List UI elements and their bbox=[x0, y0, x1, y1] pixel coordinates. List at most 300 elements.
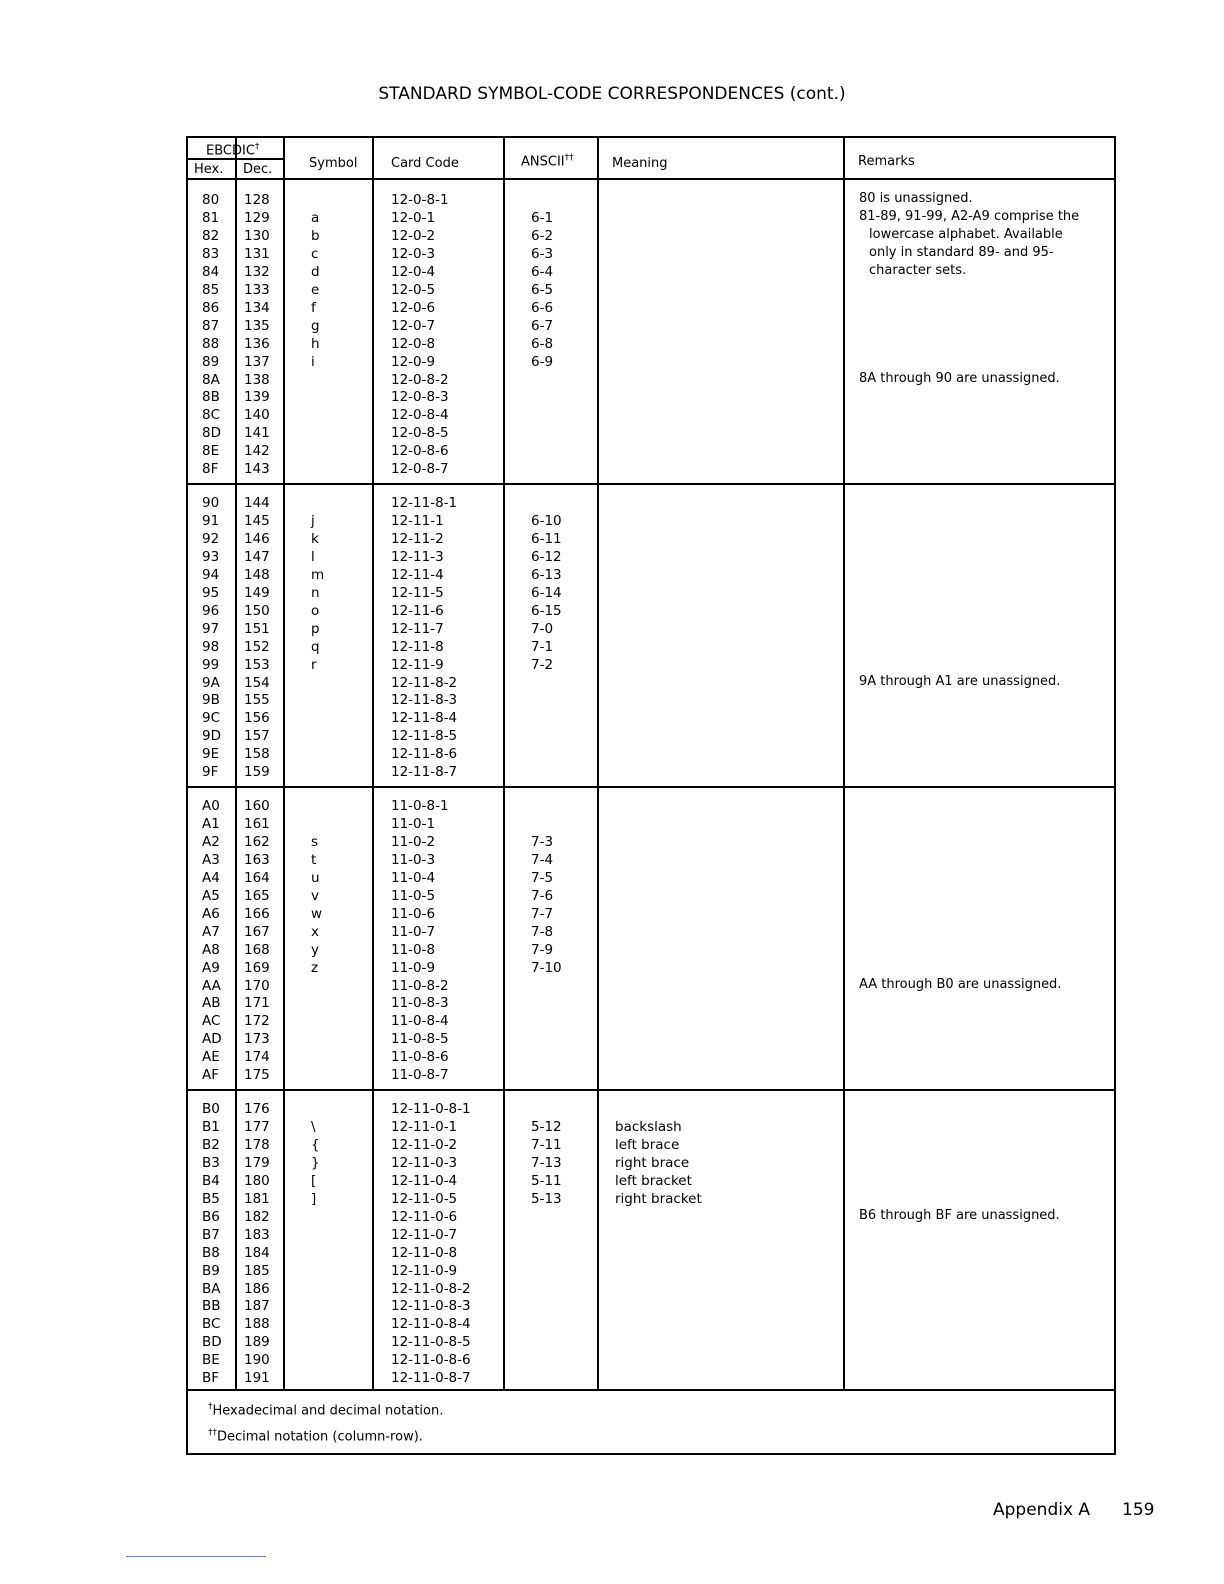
cell-dec: 156 bbox=[244, 710, 270, 727]
remark-text: 8A through 90 are unassigned. bbox=[859, 370, 1060, 386]
cell-hex: B1 bbox=[202, 1118, 220, 1135]
cell-card-code: 11-0-5 bbox=[391, 887, 436, 904]
cell-dec: 128 bbox=[244, 192, 270, 208]
remark-text: lowercase alphabet. Available bbox=[869, 226, 1063, 242]
cell-symbol: \ bbox=[311, 1118, 316, 1135]
cell-dec: 164 bbox=[244, 869, 270, 886]
cell-hex: AB bbox=[202, 995, 221, 1012]
cell-hex: B4 bbox=[202, 1172, 220, 1189]
cell-anscii: 6-1 bbox=[531, 209, 554, 226]
cell-dec: 183 bbox=[244, 1226, 270, 1243]
footnote-1 bbox=[208, 1402, 443, 1418]
cell-dec: 190 bbox=[244, 1352, 270, 1369]
cell-card-code: 12-11-8-1 bbox=[391, 495, 458, 511]
cell-card-code: 12-11-0-9 bbox=[391, 1262, 458, 1279]
cell-hex: 97 bbox=[202, 620, 220, 637]
cell-card-code: 11-0-6 bbox=[391, 905, 436, 922]
page-edge-line bbox=[126, 1556, 266, 1557]
cell-symbol: ] bbox=[311, 1190, 317, 1207]
cell-card-code: 12-11-9 bbox=[391, 656, 444, 673]
cell-dec: 167 bbox=[244, 923, 270, 940]
cell-card-code: 12-11-8 bbox=[391, 638, 444, 655]
cell-anscii: 5-13 bbox=[531, 1190, 562, 1207]
cell-symbol: u bbox=[311, 869, 320, 886]
cell-card-code: 12-11-5 bbox=[391, 584, 444, 601]
cell-card-code: 12-11-8-5 bbox=[391, 728, 458, 745]
column-rule-anscii-meaning bbox=[597, 138, 599, 1389]
cell-dec: 138 bbox=[244, 371, 270, 388]
cell-symbol: y bbox=[311, 941, 319, 958]
cell-dec: 158 bbox=[244, 746, 270, 763]
cell-symbol: { bbox=[311, 1136, 320, 1153]
cell-card-code: 12-11-2 bbox=[391, 530, 444, 547]
cell-card-code: 12-11-0-2 bbox=[391, 1136, 458, 1153]
cell-dec: 189 bbox=[244, 1334, 270, 1351]
cell-card-code: 12-0-6 bbox=[391, 299, 436, 316]
cell-dec: 152 bbox=[244, 638, 270, 655]
cell-dec: 174 bbox=[244, 1049, 270, 1066]
cell-dec: 155 bbox=[244, 692, 270, 709]
cell-card-code: 11-0-9 bbox=[391, 959, 436, 976]
cell-hex: A2 bbox=[202, 833, 220, 850]
cell-card-code: 11-0-8-3 bbox=[391, 995, 449, 1012]
cell-card-code: 11-0-3 bbox=[391, 851, 436, 868]
page-title: STANDARD SYMBOL-CODE CORRESPONDENCES (cont.) bbox=[378, 84, 846, 104]
cell-symbol: [ bbox=[311, 1172, 317, 1189]
cell-card-code: 12-0-8-5 bbox=[391, 425, 449, 442]
cell-card-code: 12-11-6 bbox=[391, 602, 444, 619]
cell-meaning: right brace bbox=[615, 1154, 690, 1171]
cell-card-code: 12-0-9 bbox=[391, 353, 436, 370]
remark-text: 81-89, 91-99, A2-A9 comprise the bbox=[859, 208, 1080, 224]
header-anscii-mark: †† bbox=[564, 153, 574, 163]
cell-hex: 88 bbox=[202, 335, 220, 352]
cell-hex: 90 bbox=[202, 495, 220, 511]
header-ebcdic-mark: † bbox=[254, 142, 260, 152]
cell-dec: 153 bbox=[244, 656, 270, 673]
cell-anscii: 7-5 bbox=[531, 869, 554, 886]
cell-card-code: 12-11-0-8-4 bbox=[391, 1316, 471, 1333]
footer-section-label: Appendix A bbox=[993, 1500, 1091, 1520]
cell-meaning: right bracket bbox=[615, 1190, 702, 1207]
cell-symbol: p bbox=[311, 620, 320, 637]
cell-anscii: 6-8 bbox=[531, 335, 554, 352]
cell-symbol: j bbox=[311, 512, 315, 529]
cell-dec: 191 bbox=[244, 1370, 270, 1387]
cell-dec: 180 bbox=[244, 1172, 270, 1189]
cell-hex: B8 bbox=[202, 1244, 220, 1261]
cell-anscii: 7-13 bbox=[531, 1154, 562, 1171]
cell-anscii: 6-11 bbox=[531, 530, 562, 547]
cell-hex: B0 bbox=[202, 1101, 220, 1117]
cell-hex: 85 bbox=[202, 281, 220, 298]
cell-dec: 159 bbox=[244, 764, 270, 781]
cell-dec: 185 bbox=[244, 1262, 270, 1279]
cell-symbol: t bbox=[311, 851, 317, 868]
header-ebcdic-label: EBCDIC bbox=[206, 143, 255, 159]
cell-symbol: v bbox=[311, 887, 319, 904]
cell-hex: BC bbox=[202, 1316, 221, 1333]
cell-hex: BA bbox=[202, 1280, 221, 1297]
header-divider bbox=[188, 178, 1114, 180]
cell-card-code: 12-11-8-4 bbox=[391, 710, 458, 727]
cell-hex: 91 bbox=[202, 512, 220, 529]
cell-symbol: f bbox=[311, 299, 316, 316]
cell-hex: 98 bbox=[202, 638, 220, 655]
cell-card-code: 12-0-1 bbox=[391, 209, 436, 226]
cell-dec: 154 bbox=[244, 674, 270, 691]
cell-hex: 9E bbox=[202, 746, 220, 763]
cell-hex: A6 bbox=[202, 905, 220, 922]
cell-hex: A9 bbox=[202, 959, 220, 976]
cell-anscii: 7-7 bbox=[531, 905, 554, 922]
cell-dec: 188 bbox=[244, 1316, 270, 1333]
cell-card-code: 12-0-5 bbox=[391, 281, 436, 298]
cell-symbol: o bbox=[311, 602, 320, 619]
header-ebcdic bbox=[206, 142, 259, 158]
cell-dec: 132 bbox=[244, 263, 270, 280]
cell-anscii: 6-12 bbox=[531, 548, 562, 565]
cell-dec: 142 bbox=[244, 443, 270, 460]
cell-dec: 175 bbox=[244, 1067, 270, 1084]
cell-hex: A1 bbox=[202, 815, 220, 832]
cell-hex: 89 bbox=[202, 353, 220, 370]
footnote-1-text: Hexadecimal and decimal notation. bbox=[212, 1403, 444, 1419]
cell-anscii: 6-4 bbox=[531, 263, 554, 280]
cell-card-code: 12-0-3 bbox=[391, 245, 436, 262]
cell-hex: 8E bbox=[202, 443, 220, 460]
cell-card-code: 11-0-8-4 bbox=[391, 1013, 449, 1030]
cell-symbol: e bbox=[311, 281, 320, 298]
cell-symbol: b bbox=[311, 227, 320, 244]
footer-page-number: 159 bbox=[1122, 1500, 1155, 1520]
cell-hex: 92 bbox=[202, 530, 220, 547]
header-symbol: Symbol bbox=[309, 156, 358, 171]
cell-anscii: 7-11 bbox=[531, 1136, 562, 1153]
cell-hex: 80 bbox=[202, 192, 220, 208]
cell-dec: 141 bbox=[244, 425, 270, 442]
header-card-code: Card Code bbox=[391, 156, 459, 171]
cell-dec: 163 bbox=[244, 851, 270, 868]
cell-dec: 144 bbox=[244, 495, 270, 511]
cell-hex: 8F bbox=[202, 461, 219, 478]
header-dec: Dec. bbox=[243, 162, 273, 177]
cell-dec: 162 bbox=[244, 833, 270, 850]
cell-hex: BF bbox=[202, 1370, 220, 1387]
cell-dec: 172 bbox=[244, 1013, 270, 1030]
cell-dec: 160 bbox=[244, 798, 270, 814]
cell-dec: 168 bbox=[244, 941, 270, 958]
cell-anscii: 7-0 bbox=[531, 620, 554, 637]
cell-hex: 82 bbox=[202, 227, 220, 244]
cell-anscii: 6-13 bbox=[531, 566, 562, 583]
cell-anscii: 6-6 bbox=[531, 299, 554, 316]
footnote-2 bbox=[208, 1428, 423, 1444]
cell-symbol: z bbox=[311, 959, 319, 976]
cell-dec: 177 bbox=[244, 1118, 270, 1135]
cell-anscii: 7-1 bbox=[531, 638, 554, 655]
cell-hex: 96 bbox=[202, 602, 220, 619]
symbol-code-table bbox=[186, 136, 1116, 1455]
cell-symbol: l bbox=[311, 548, 315, 565]
cell-anscii: 6-9 bbox=[531, 353, 554, 370]
column-rule-card-anscii bbox=[503, 138, 505, 1389]
column-rule-symbol-card bbox=[372, 138, 374, 1389]
cell-dec: 170 bbox=[244, 977, 270, 994]
cell-card-code: 12-0-4 bbox=[391, 263, 436, 280]
cell-dec: 129 bbox=[244, 209, 270, 226]
cell-anscii: 6-5 bbox=[531, 281, 554, 298]
cell-dec: 182 bbox=[244, 1208, 270, 1225]
cell-symbol: w bbox=[311, 905, 323, 922]
cell-hex: AF bbox=[202, 1067, 220, 1084]
cell-symbol: q bbox=[311, 638, 320, 655]
cell-symbol: g bbox=[311, 317, 320, 334]
cell-dec: 131 bbox=[244, 245, 270, 262]
column-rule-dec-symbol bbox=[283, 138, 285, 1389]
cell-anscii: 7-6 bbox=[531, 887, 554, 904]
remark-text: 80 is unassigned. bbox=[859, 191, 973, 206]
cell-dec: 139 bbox=[244, 389, 270, 406]
footnote-2-text: Decimal notation (column-row). bbox=[217, 1429, 423, 1445]
cell-symbol: i bbox=[311, 353, 315, 370]
cell-card-code: 12-11-0-6 bbox=[391, 1208, 458, 1225]
cell-anscii: 5-11 bbox=[531, 1172, 562, 1189]
cell-anscii: 7-4 bbox=[531, 851, 554, 868]
cell-card-code: 12-0-8-3 bbox=[391, 389, 449, 406]
cell-dec: 176 bbox=[244, 1101, 270, 1117]
cell-card-code: 12-11-8-7 bbox=[391, 764, 458, 781]
cell-card-code: 12-11-0-8-3 bbox=[391, 1298, 471, 1315]
cell-dec: 134 bbox=[244, 299, 270, 316]
cell-symbol: k bbox=[311, 530, 319, 547]
cell-card-code: 12-11-0-3 bbox=[391, 1154, 458, 1171]
cell-hex: A4 bbox=[202, 869, 220, 886]
cell-card-code: 12-11-0-8 bbox=[391, 1244, 458, 1261]
cell-meaning: left bracket bbox=[615, 1172, 692, 1189]
cell-hex: B5 bbox=[202, 1190, 220, 1207]
cell-dec: 179 bbox=[244, 1154, 270, 1171]
cell-hex: 9B bbox=[202, 692, 220, 709]
cell-hex: A0 bbox=[202, 798, 220, 814]
cell-card-code: 12-11-7 bbox=[391, 620, 444, 637]
cell-card-code: 12-0-2 bbox=[391, 227, 436, 244]
footnote-divider bbox=[188, 1389, 1114, 1391]
cell-card-code: 12-11-0-1 bbox=[391, 1118, 458, 1135]
cell-anscii: 7-9 bbox=[531, 941, 554, 958]
cell-dec: 178 bbox=[244, 1136, 270, 1153]
cell-card-code: 12-11-0-8-7 bbox=[391, 1370, 471, 1387]
cell-card-code: 11-0-7 bbox=[391, 923, 436, 940]
cell-symbol: r bbox=[311, 656, 317, 673]
cell-hex: 8A bbox=[202, 371, 220, 388]
cell-hex: 81 bbox=[202, 209, 220, 226]
cell-dec: 187 bbox=[244, 1298, 270, 1315]
cell-hex: 9A bbox=[202, 674, 220, 691]
cell-dec: 169 bbox=[244, 959, 270, 976]
cell-hex: 95 bbox=[202, 584, 220, 601]
cell-card-code: 12-0-7 bbox=[391, 317, 436, 334]
cell-hex: 86 bbox=[202, 299, 220, 316]
cell-hex: A8 bbox=[202, 941, 220, 958]
cell-hex: 9C bbox=[202, 710, 221, 727]
cell-card-code: 12-0-8 bbox=[391, 335, 436, 352]
cell-dec: 181 bbox=[244, 1190, 270, 1207]
cell-symbol: a bbox=[311, 209, 320, 226]
column-rule-meaning-remarks bbox=[843, 138, 845, 1389]
cell-hex: AD bbox=[202, 1031, 222, 1048]
column-rule-hex-dec bbox=[235, 138, 237, 1389]
header-remarks: Remarks bbox=[858, 154, 915, 169]
cell-hex: 9F bbox=[202, 764, 219, 781]
cell-card-code: 12-0-8-7 bbox=[391, 461, 449, 478]
cell-symbol: } bbox=[311, 1154, 320, 1171]
cell-anscii: 6-10 bbox=[531, 512, 562, 529]
cell-card-code: 12-11-0-8-6 bbox=[391, 1352, 471, 1369]
cell-symbol: m bbox=[311, 566, 325, 583]
cell-anscii: 7-10 bbox=[531, 959, 562, 976]
remark-text: 9A through A1 are unassigned. bbox=[859, 673, 1061, 689]
cell-dec: 148 bbox=[244, 566, 270, 583]
cell-card-code: 11-0-1 bbox=[391, 815, 436, 832]
cell-card-code: 12-0-8-2 bbox=[391, 371, 449, 388]
cell-card-code: 11-0-8-7 bbox=[391, 1067, 449, 1084]
cell-hex: AC bbox=[202, 1013, 221, 1030]
cell-symbol: h bbox=[311, 335, 320, 352]
group-divider bbox=[188, 1089, 1114, 1091]
cell-card-code: 12-11-0-8-2 bbox=[391, 1280, 471, 1297]
cell-card-code: 12-11-8-6 bbox=[391, 746, 458, 763]
group-divider bbox=[188, 483, 1114, 485]
cell-card-code: 12-0-8-4 bbox=[391, 407, 449, 424]
remark-text: character sets. bbox=[869, 262, 967, 278]
cell-hex: 99 bbox=[202, 656, 220, 673]
cell-dec: 130 bbox=[244, 227, 270, 244]
header-meaning: Meaning bbox=[612, 156, 668, 171]
cell-anscii: 7-3 bbox=[531, 833, 554, 850]
cell-card-code: 12-11-4 bbox=[391, 566, 444, 583]
cell-dec: 161 bbox=[244, 815, 270, 832]
cell-dec: 133 bbox=[244, 281, 270, 298]
cell-card-code: 11-0-8-2 bbox=[391, 977, 449, 994]
header-anscii bbox=[521, 153, 574, 169]
cell-anscii: 6-15 bbox=[531, 602, 562, 619]
cell-hex: 8D bbox=[202, 425, 221, 442]
cell-card-code: 12-11-0-8-1 bbox=[391, 1101, 471, 1117]
cell-hex: 8B bbox=[202, 389, 220, 406]
cell-dec: 150 bbox=[244, 602, 270, 619]
cell-card-code: 12-11-0-4 bbox=[391, 1172, 458, 1189]
cell-card-code: 12-11-8-3 bbox=[391, 692, 458, 709]
cell-dec: 136 bbox=[244, 335, 270, 352]
cell-card-code: 11-0-4 bbox=[391, 869, 436, 886]
cell-dec: 157 bbox=[244, 728, 270, 745]
cell-dec: 149 bbox=[244, 584, 270, 601]
cell-hex: A7 bbox=[202, 923, 220, 940]
cell-hex: B6 bbox=[202, 1208, 220, 1225]
remark-text: B6 through BF are unassigned. bbox=[859, 1207, 1060, 1223]
cell-hex: 84 bbox=[202, 263, 220, 280]
cell-dec: 146 bbox=[244, 530, 270, 547]
cell-dec: 173 bbox=[244, 1031, 270, 1048]
cell-card-code: 12-11-0-5 bbox=[391, 1190, 458, 1207]
cell-card-code: 12-11-3 bbox=[391, 548, 444, 565]
cell-hex: BD bbox=[202, 1334, 222, 1351]
cell-hex: 8C bbox=[202, 407, 221, 424]
cell-dec: 140 bbox=[244, 407, 270, 424]
cell-dec: 171 bbox=[244, 995, 270, 1012]
group-divider bbox=[188, 786, 1114, 788]
cell-anscii: 5-12 bbox=[531, 1118, 562, 1135]
cell-card-code: 12-11-0-7 bbox=[391, 1226, 458, 1243]
cell-anscii: 6-7 bbox=[531, 317, 554, 334]
cell-card-code: 11-0-8-1 bbox=[391, 798, 449, 814]
header-anscii-label: ANSCII bbox=[521, 154, 565, 170]
cell-hex: BB bbox=[202, 1298, 221, 1315]
header-hex: Hex. bbox=[194, 162, 224, 177]
cell-symbol: c bbox=[311, 245, 319, 262]
cell-card-code: 12-11-8-2 bbox=[391, 674, 458, 691]
cell-hex: 83 bbox=[202, 245, 220, 262]
cell-dec: 151 bbox=[244, 620, 270, 637]
cell-dec: 147 bbox=[244, 548, 270, 565]
cell-hex: B2 bbox=[202, 1136, 220, 1153]
remark-text: only in standard 89- and 95- bbox=[869, 244, 1054, 260]
cell-anscii: 6-2 bbox=[531, 227, 554, 244]
cell-anscii: 6-14 bbox=[531, 584, 562, 601]
cell-hex: 9D bbox=[202, 728, 221, 745]
cell-card-code: 11-0-8-6 bbox=[391, 1049, 449, 1066]
cell-meaning: left brace bbox=[615, 1136, 680, 1153]
cell-hex: B7 bbox=[202, 1226, 220, 1243]
cell-card-code: 12-0-8-1 bbox=[391, 192, 449, 208]
cell-card-code: 11-0-8-5 bbox=[391, 1031, 449, 1048]
cell-hex: B9 bbox=[202, 1262, 220, 1279]
cell-card-code: 11-0-8 bbox=[391, 941, 436, 958]
cell-hex: 93 bbox=[202, 548, 220, 565]
cell-symbol: n bbox=[311, 584, 320, 601]
cell-hex: 87 bbox=[202, 317, 220, 334]
cell-hex: BE bbox=[202, 1352, 220, 1369]
cell-anscii: 7-2 bbox=[531, 656, 554, 673]
cell-card-code: 12-11-1 bbox=[391, 512, 444, 529]
cell-dec: 165 bbox=[244, 887, 270, 904]
cell-dec: 166 bbox=[244, 905, 270, 922]
cell-dec: 137 bbox=[244, 353, 270, 370]
cell-hex: A5 bbox=[202, 887, 220, 904]
remark-text: AA through B0 are unassigned. bbox=[859, 976, 1062, 992]
footnote-2-mark: †† bbox=[208, 1428, 217, 1438]
cell-meaning: backslash bbox=[615, 1118, 682, 1135]
cell-dec: 143 bbox=[244, 461, 270, 478]
cell-symbol: d bbox=[311, 263, 320, 280]
cell-dec: 135 bbox=[244, 317, 270, 334]
cell-card-code: 12-0-8-6 bbox=[391, 443, 449, 460]
cell-hex: AA bbox=[202, 977, 221, 994]
cell-card-code: 11-0-2 bbox=[391, 833, 436, 850]
cell-symbol: s bbox=[311, 833, 319, 850]
cell-card-code: 12-11-0-8-5 bbox=[391, 1334, 471, 1351]
footnote-1-mark: † bbox=[208, 1402, 213, 1412]
cell-hex: AE bbox=[202, 1049, 220, 1066]
cell-anscii: 6-3 bbox=[531, 245, 554, 262]
cell-dec: 145 bbox=[244, 512, 270, 529]
cell-symbol: x bbox=[311, 923, 319, 940]
cell-anscii: 7-8 bbox=[531, 923, 554, 940]
cell-hex: 94 bbox=[202, 566, 220, 583]
cell-dec: 184 bbox=[244, 1244, 270, 1261]
cell-hex: A3 bbox=[202, 851, 220, 868]
